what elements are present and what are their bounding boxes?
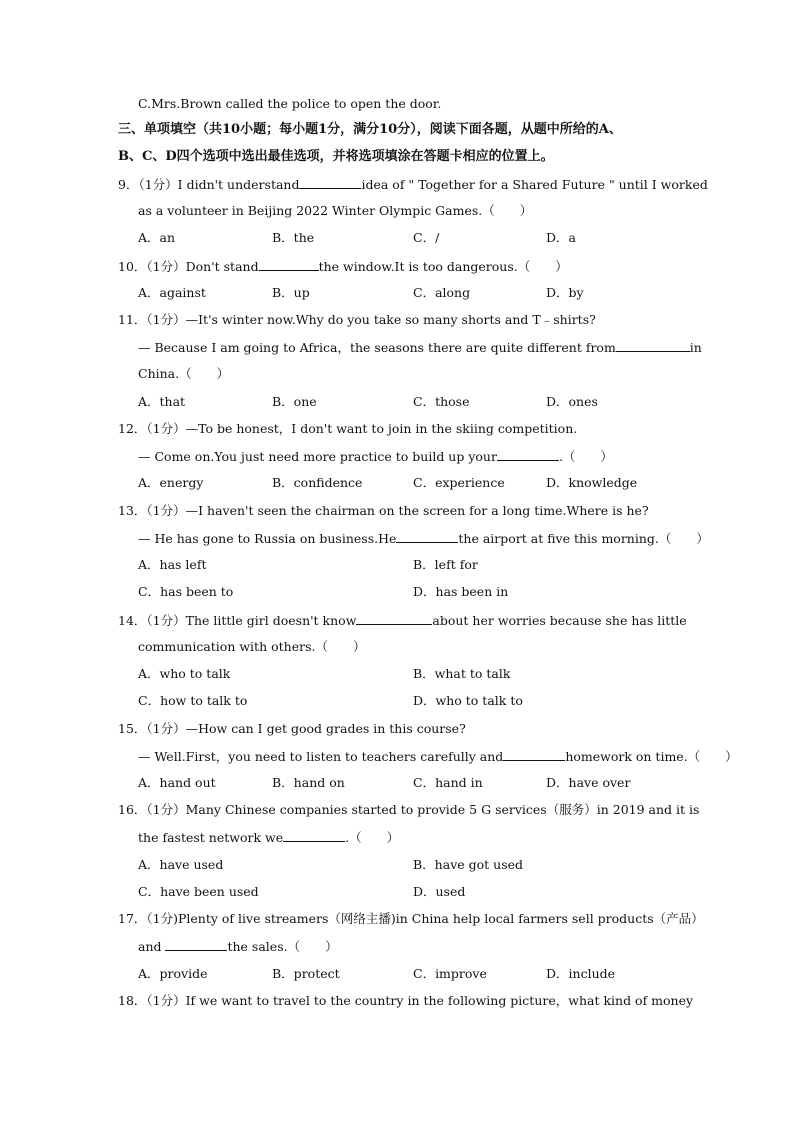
question-15-text-pre: — Well.First，you need to listen to teachers carefully and	[138, 749, 504, 764]
question-10-option-c[interactable]: C．along	[413, 285, 471, 300]
question-16-text-post: .（ ）	[345, 830, 400, 845]
question-12-option-b[interactable]: B．confidence	[272, 475, 363, 490]
previous-option-c: C.Mrs.Brown called the police to open the door.	[138, 96, 442, 111]
question-15-option-d[interactable]: D．have over	[546, 775, 631, 790]
question-12-line1: 12．（1分）—To be honest，I don't want to join in the skiing competition.	[118, 421, 578, 436]
question-14-line2: communication with others.（ ）	[138, 639, 366, 654]
question-16-option-a[interactable]: A．have used	[138, 857, 224, 872]
question-9-option-d[interactable]: D．a	[546, 230, 576, 245]
question-15-option-b[interactable]: B．hand on	[272, 775, 345, 790]
question-12-text-post: .（ ）	[558, 449, 613, 464]
question-17-option-b[interactable]: B．protect	[272, 966, 340, 981]
question-9-option-c[interactable]: C．/	[413, 230, 440, 245]
question-17-option-c[interactable]: C．improve	[413, 966, 487, 981]
question-14-text-pre: 14．（1分）The little girl doesn't know	[118, 613, 357, 628]
question-10-option-a[interactable]: A．against	[138, 285, 206, 300]
question-11-line2	[138, 339, 702, 356]
question-15-line1: 15．（1分）—How can I get good grades in this course?	[118, 721, 466, 736]
question-10-blank[interactable]	[259, 258, 319, 271]
question-13-blank[interactable]	[396, 530, 458, 543]
question-15-option-a[interactable]: A．hand out	[138, 775, 216, 790]
question-12-text-pre: — Come on.You just need more practice to build up your	[138, 449, 497, 464]
question-16-option-b[interactable]: B．have got used	[413, 857, 524, 872]
question-16-option-d[interactable]: D．used	[413, 884, 466, 899]
question-9-text-post: idea of " Together for a Shared Future " until I worked	[361, 177, 708, 192]
question-11-option-c[interactable]: C．those	[413, 394, 470, 409]
question-17-line2	[138, 938, 338, 955]
question-10-text-pre: 10．（1分）Don't stand	[118, 259, 259, 274]
question-11-option-d[interactable]: D．ones	[546, 394, 598, 409]
question-9-line1	[118, 176, 708, 193]
question-13-text-post: the airport at five this morning.（ ）	[458, 531, 709, 546]
question-17-text-pre: and	[138, 939, 166, 954]
question-12-line2	[138, 448, 613, 465]
question-16-line2	[138, 829, 399, 846]
question-10-text-post: the window.It is too dangerous.（ ）	[318, 259, 568, 274]
question-9-blank[interactable]	[299, 176, 361, 189]
question-14-option-b[interactable]: B．what to talk	[413, 666, 511, 681]
section-heading-line2: B、C、D四个选项中选出最佳选项，并将选项填涂在答题卡相应的位置上。	[118, 149, 554, 164]
question-14-text-post: about her worries because she has little	[432, 613, 687, 628]
question-15-option-c[interactable]: C．hand in	[413, 775, 483, 790]
question-13-option-a[interactable]: A．has left	[138, 557, 207, 572]
question-14-option-d[interactable]: D．who to talk to	[413, 693, 523, 708]
question-13-option-c[interactable]: C．has been to	[138, 584, 234, 599]
question-17-blank[interactable]	[165, 938, 227, 951]
question-11-line3: China.（ ）	[138, 366, 230, 381]
question-10-option-b[interactable]: B．up	[272, 285, 310, 300]
question-9-text-pre: 9．（1分）I didn't understand	[118, 177, 300, 192]
question-16-line1: 16．（1分）Many Chinese companies started to provide 5 G services（服务）in 2019 and it is	[118, 802, 700, 817]
question-14-line1	[118, 612, 687, 629]
question-17-option-a[interactable]: A．provide	[138, 966, 208, 981]
question-9-option-a[interactable]: A．an	[138, 230, 176, 245]
question-13-option-d[interactable]: D．has been in	[413, 584, 509, 599]
question-11-blank[interactable]	[616, 339, 690, 352]
question-17-text-post: the sales.（ ）	[227, 939, 338, 954]
question-13-text-pre: — He has gone to Russia on business.He	[138, 531, 397, 546]
question-11-text-pre: — Because I am going to Africa，the seasons there are quite different from	[138, 340, 616, 355]
question-17-option-d[interactable]: D．include	[546, 966, 616, 981]
question-10-line1	[118, 258, 568, 275]
question-15-text-post: homework on time.（ ）	[565, 749, 738, 764]
question-15-line2	[138, 748, 738, 765]
question-12-option-d[interactable]: D．knowledge	[546, 475, 638, 490]
question-11-option-a[interactable]: A．that	[138, 394, 186, 409]
question-13-line1: 13．（1分）—I haven't seen the chairman on the screen for a long time.Where is he?	[118, 503, 649, 518]
question-18-line1: 18．（1分）If we want to travel to the country in the following picture，what kind of money	[118, 993, 694, 1008]
question-11-line1: 11．（1分）—It's winter now.Why do you take so many shorts and T﹣shirts?	[118, 312, 596, 327]
question-14-option-a[interactable]: A．who to talk	[138, 666, 231, 681]
question-12-option-a[interactable]: A．energy	[138, 475, 204, 490]
question-14-option-c[interactable]: C．how to talk to	[138, 693, 248, 708]
question-12-blank[interactable]	[497, 448, 559, 461]
section-heading-line1: 三、单项填空（共10小题；每小题1分，满分10分），阅读下面各题，从题中所给的A、	[118, 122, 622, 137]
question-17-line1: 17．（1分)Plenty of live streamers（网络主播)in China help local farmers sell products（产品）	[118, 911, 704, 926]
question-10-option-d[interactable]: D．by	[546, 285, 584, 300]
question-11-option-b[interactable]: B．one	[272, 394, 317, 409]
question-12-option-c[interactable]: C．experience	[413, 475, 505, 490]
question-15-blank[interactable]	[503, 748, 565, 761]
question-13-option-b[interactable]: B．left for	[413, 557, 478, 572]
question-9-option-b[interactable]: B．the	[272, 230, 315, 245]
question-16-blank[interactable]	[283, 829, 345, 842]
question-9-line2: as a volunteer in Beijing 2022 Winter Olympic Games.（ ）	[138, 203, 533, 218]
question-16-option-c[interactable]: C．have been used	[138, 884, 259, 899]
question-13-line2	[138, 530, 709, 547]
question-14-blank[interactable]	[356, 612, 432, 625]
question-11-text-post: in	[689, 340, 702, 355]
question-16-text-pre: the fastest network we	[138, 830, 284, 845]
